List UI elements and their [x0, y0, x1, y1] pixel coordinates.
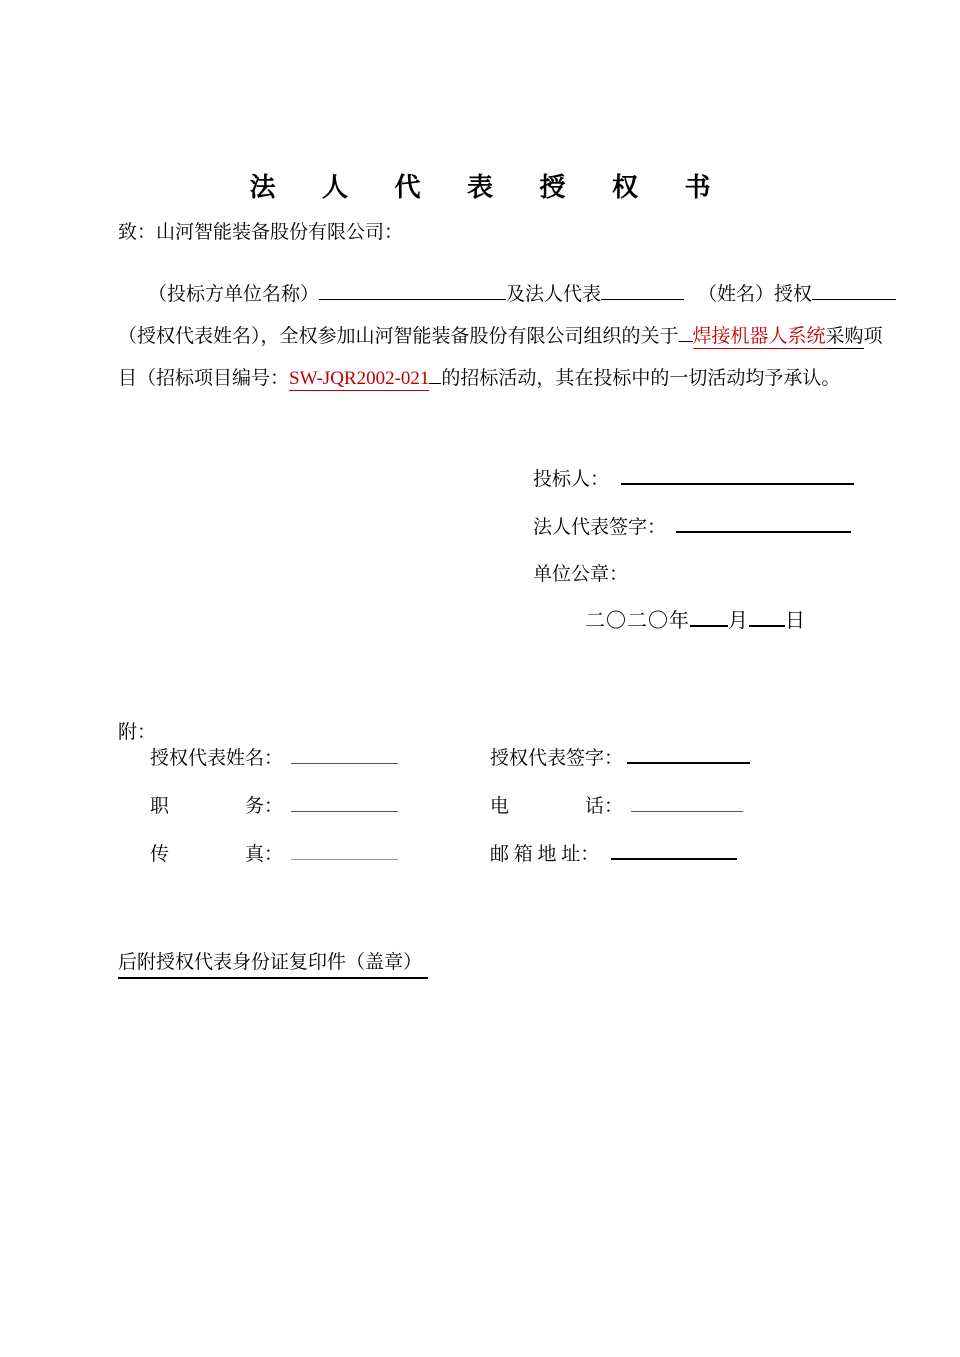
legal-rep-signature-blank	[676, 515, 851, 533]
attachment-row-sign	[490, 743, 750, 770]
authorized-name-blank	[812, 283, 896, 300]
fax-blank	[291, 843, 398, 860]
legal-rep-name-blank	[601, 283, 684, 300]
underline-gap	[679, 325, 693, 342]
footer-note: 后附授权代表身份证复印件（盖章）	[118, 947, 428, 979]
date-day-text: 日	[785, 610, 806, 632]
line2-tail-text: 项	[863, 326, 883, 347]
project-code-highlight: SW-JQR2002-021	[289, 368, 430, 389]
document-title: 法 人 代 表 授 权 书	[249, 173, 731, 202]
paragraph-line-2	[118, 321, 908, 348]
underline-gap	[429, 367, 441, 384]
and-legal-rep-text: 及法人代表	[506, 284, 602, 305]
legal-rep-sign-label: 法人代表签字：	[533, 517, 667, 538]
bidder-label: 投标人：	[533, 469, 610, 490]
email-blank	[611, 842, 737, 860]
salutation-line: 致：山河智能装备股份有限公司：	[118, 222, 404, 243]
procure-underlined-text: 采购	[825, 326, 864, 347]
position-blank	[291, 795, 398, 812]
company-seal-row	[533, 559, 628, 586]
attachment-row-phone	[490, 791, 743, 818]
project-name-highlight: 焊接机器人系统	[692, 326, 826, 347]
line2-start-text: （授权代表姓名），全权参加山河智能装备股份有限公司组织的关于	[118, 326, 679, 347]
rep-sign-label: 授权代表签字：	[490, 748, 624, 769]
date-month-blank	[690, 610, 728, 627]
attachment-heading: 附：	[118, 722, 157, 743]
rep-sign-blank	[627, 746, 750, 764]
rep-name-label: 授权代表姓名：	[150, 748, 284, 769]
paragraph-line-1	[118, 279, 908, 306]
rep-name-blank	[291, 747, 398, 764]
date-day-blank	[749, 610, 785, 627]
attachment-row-position	[150, 791, 398, 818]
date-year-text: 二〇二〇年	[585, 610, 690, 632]
attachment-row-name	[150, 743, 398, 770]
bidder-row	[533, 464, 854, 491]
date-row	[585, 604, 806, 633]
unit-name-blank	[319, 283, 506, 300]
date-month-text: 月	[728, 610, 749, 632]
bidder-signature-blank	[621, 467, 854, 485]
legal-rep-sign-row	[533, 512, 851, 539]
company-seal-label: 单位公章：	[533, 564, 629, 585]
attachment-row-email	[490, 839, 737, 866]
email-label: 邮 箱 地 址：	[490, 844, 600, 865]
phone-label: 电 话：	[490, 796, 624, 817]
line3-start-text: 目（招标项目编号：	[118, 368, 290, 389]
attachment-row-fax	[150, 839, 398, 866]
paragraph-line-3	[118, 363, 908, 390]
fax-label: 传 真：	[150, 844, 284, 865]
line3-tail-text: 的招标活动，其在投标中的一切活动均予承认。	[441, 368, 841, 389]
name-auth-text: （姓名）授权	[698, 284, 813, 305]
unit-name-label: （投标方单位名称）	[148, 284, 320, 305]
phone-blank	[631, 795, 743, 812]
position-label: 职 务：	[150, 796, 284, 817]
